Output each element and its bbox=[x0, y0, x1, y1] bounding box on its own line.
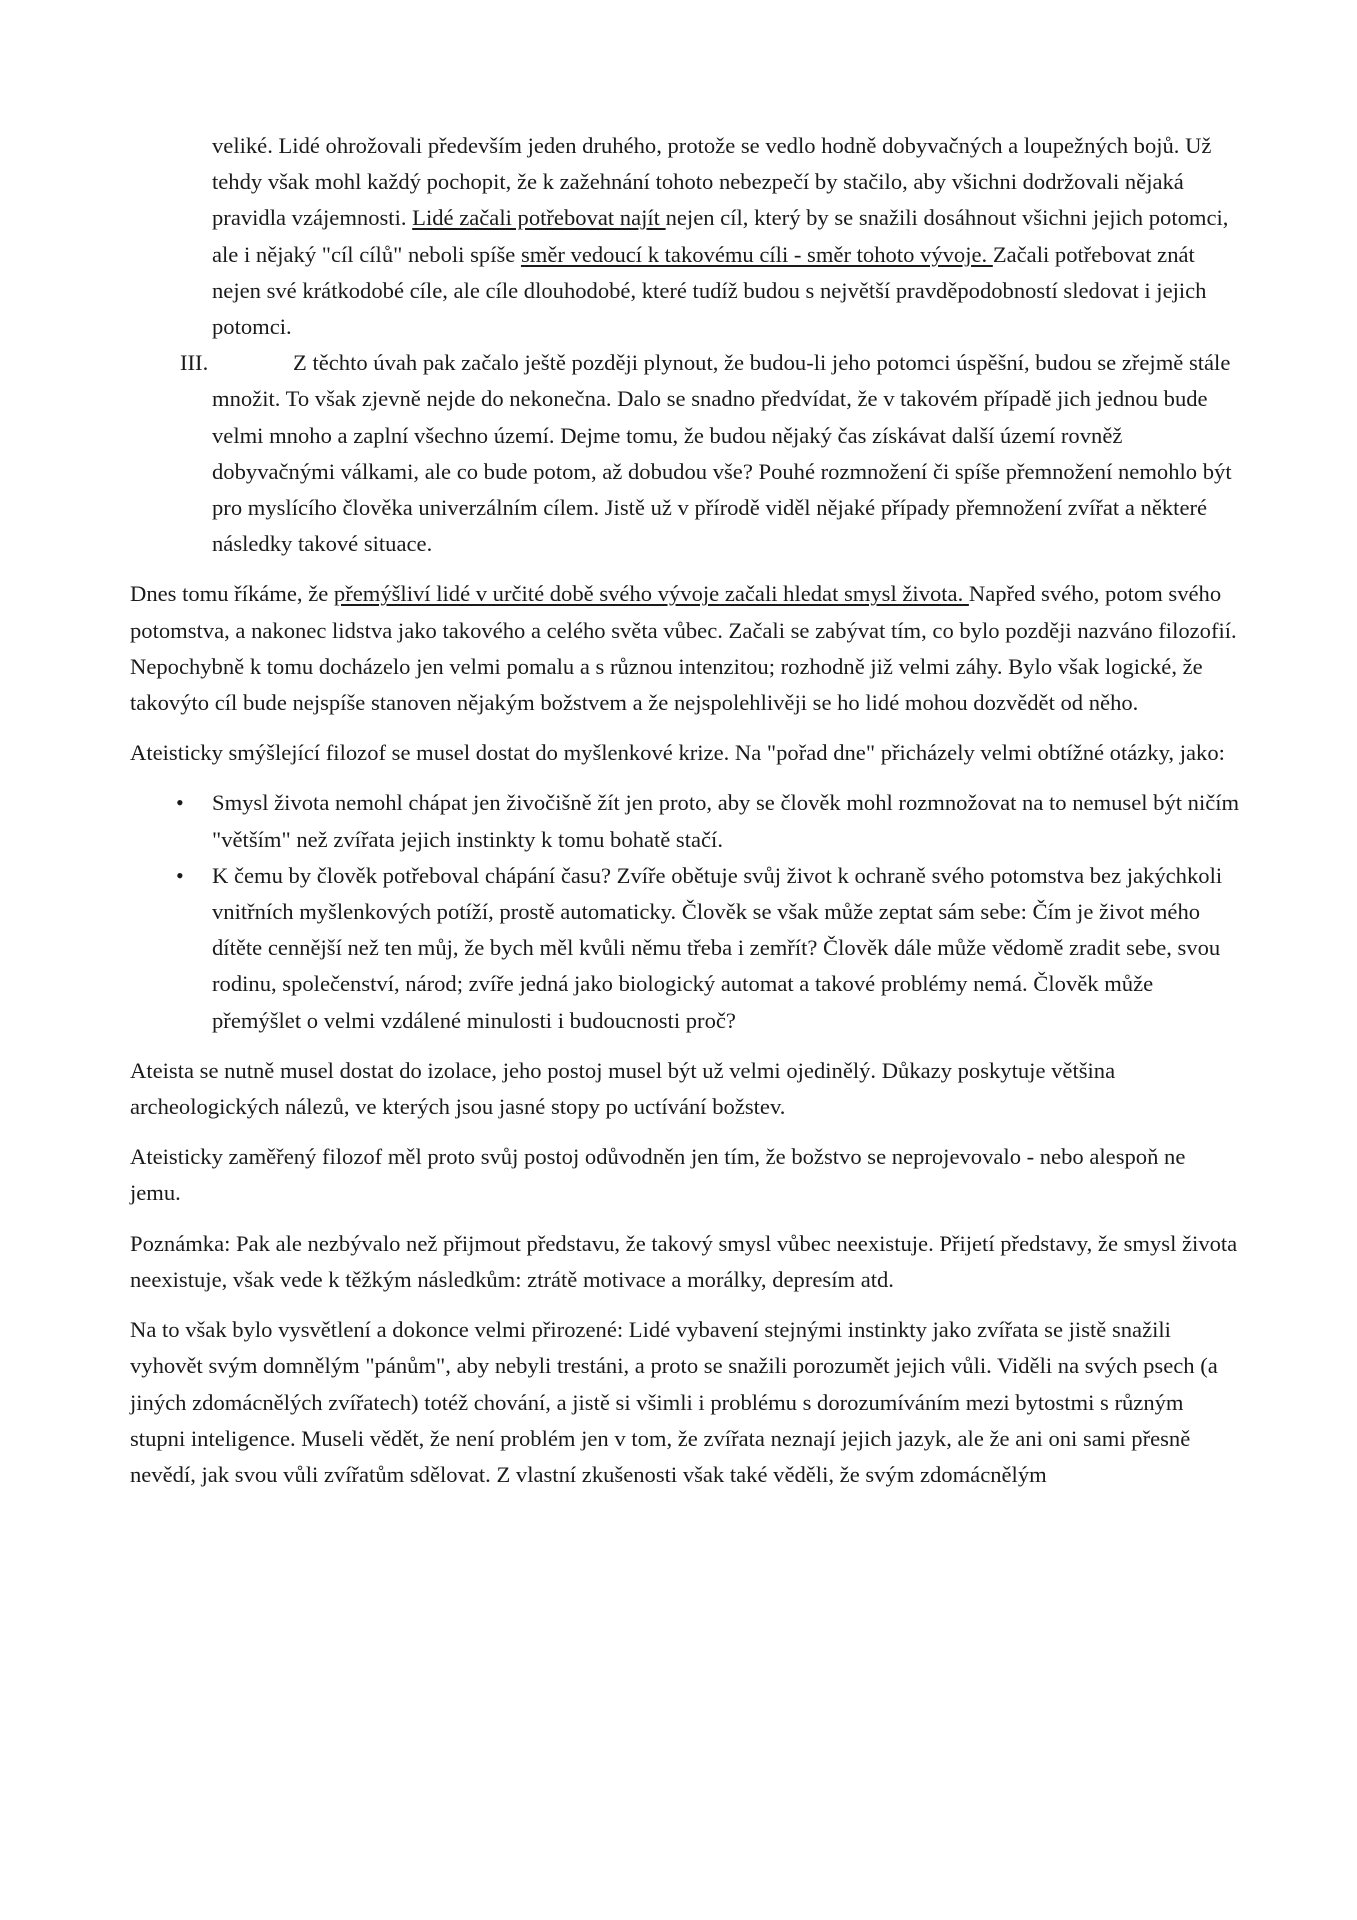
bullet-icon: • bbox=[176, 790, 184, 816]
paragraph-explanation: Na to však bylo vysvětlení a dokonce velmi přirozené: Lidé vybavení stejnými instinkty jako zvířata se jistě snažili vyhovět svým domnělým "pánům", aby nebyli trestáni, a proto se snažili porozumět jejich vůli. Viděli na svých psech (a jiných zdomácnělých zvířatech) totéž chování, a jistě si všimli i problému s dorozumíváním mezi bytostmi s různým stupni inteligence. Museli vědět, že není problém jen v tom, že zvířata neznají jejich jazyk, ale že ani oni sami přesně nevědí, jak svou vůli zvířatům sdělovat. Z vlastní zkušenosti však také věděli, že svým zdomácnělým bbox=[130, 1317, 1218, 1487]
roman-item-body: Z těchto úvah pak začalo ještě později plynout, že budou-li jeho potomci úspěšní, budou se zřejmě stále množit. To však zjevně nejde do nekonečna. Dalo se snadno předvídat, že v takovém případě jich jednou bude velmi mnoho a zaplní všechno území. Dejme tomu, že budou nějaký čas získávat další území rovněž dobyvačnými válkami, ale co bude potom, až dobudou vše? Pouhé rozmnožení či spíše přemnožení nemohlo být pro myslícího člověka univerzálním cílem. Jistě už v přírodě viděl nějaké případy přemnožení zvířat a některé následky takové situace. bbox=[212, 350, 1232, 557]
paragraph-meaning-of-life bbox=[130, 576, 1240, 721]
underlined-text-run: přemýšliví lidé v určité době svého vývoje začali hledat smysl života. bbox=[333, 581, 969, 607]
roman-list-item bbox=[130, 345, 1240, 562]
paragraph-note: Poznámka: Pak ale nezbývalo než přijmout představu, že takový smysl vůbec neexistuje. Přijetí představy, že smysl života neexistuje, však vede k těžkým následkům: ztrátě motivace a morálky, depresím atd. bbox=[130, 1230, 1238, 1292]
text-run: Začali potřebovat znát nejen své krátkodobé cíle, ale cíle dlouhodobé, které tudíž budou s největší pravděpodobností sledovat i jejich potomci. bbox=[212, 241, 1207, 340]
list-continuation-paragraph bbox=[130, 128, 1240, 345]
text-run: veliké. Lidé ohrožovali především jeden druhého, protože se vedlo hodně dobyvačných a loupežných bojů. Už tehdy však mohl každý pochopit, že k zažehnání tohoto nebezpečí by stačilo, aby všichni dodržovali nějaká pravidla vzájemnosti. bbox=[212, 133, 1212, 231]
paragraph-atheist-isolation: Ateista se nutně musel dostat do izolace, jeho postoj musel být už velmi ojedinělý. Důkazy poskytuje většina archeologických nálezů, ve kterých jsou jasné stopy po uctívání božstev. bbox=[130, 1057, 1116, 1120]
underlined-text-run: směr vedoucí k takovému cíli - směr tohoto vývoje. bbox=[520, 241, 993, 267]
bullet-list-item bbox=[130, 785, 1240, 857]
bullet-list-item bbox=[130, 858, 1240, 1039]
paragraph-atheist-crisis: Ateisticky smýšlející filozof se musel dostat do myšlenkové krize. Na "pořad dne" přicházely velmi obtížné otázky, jako: bbox=[130, 740, 1225, 766]
roman-item-text bbox=[212, 350, 1232, 556]
underlined-text-run: Lidé začali potřebovat najít bbox=[412, 205, 666, 231]
roman-numeral-marker: III. bbox=[180, 350, 209, 376]
paragraph-atheist-justification: Ateisticky zaměřený filozof měl proto svůj postoj odůvodněn jen tím, že božstvo se neprojevovalo - nebo alespoň ne jemu. bbox=[130, 1144, 1186, 1206]
bullet-icon: • bbox=[176, 862, 184, 888]
text-run: Dnes tomu říkáme, že bbox=[130, 581, 334, 607]
bullet-item-text: K čemu by člověk potřeboval chápání času? Zvíře obětuje svůj život k ochraně svého potomstva bez jakýchkoli vnitřních myšlenkových potíží, prostě automaticky. Člověk se však může zeptat sám sebe: Čím je život mého dítěte cennější než ten můj, že bych měl kvůli němu třeba i zemřít? Člověk dále může vědomě zradit sebe, svou rodinu, společenství, národ; zvíře jedná jako biologický automat a takové problémy nemá. Člověk může přemýšlet o velmi vzdálené minulosti i budoucnosti proč? bbox=[212, 862, 1223, 1033]
text-run: nejen cíl, který by se snažili dosáhnout všichni jejich potomci, ale i nějaký "cíl cílů" neboli spíše bbox=[212, 205, 1229, 267]
text-run: Napřed svého, potom svého potomstva, a nakonec lidstva jako takového a celého světa vůbec. Začali se zabývat tím, co bylo později nazváno filozofií. Nepochybně k tomu docházelo jen velmi pomalu a s různou intenzitou; rozhodně již velmi záhy. Bylo však logické, že takovýto cíl bude nejspíše stanoven nějakým božstvem a že nejspolehlivěji se ho lidé mohou dozvědět od něho. bbox=[130, 581, 1237, 716]
document-body bbox=[130, 128, 1240, 1507]
bullet-item-text: Smysl života nemohl chápat jen živočišně žít jen proto, aby se člověk mohl rozmnožovat na to nemusel být ničím "větším" než zvířata jejich instinkty k tomu bohatě stačí. bbox=[212, 790, 1240, 852]
bullet-list bbox=[130, 785, 1240, 1038]
